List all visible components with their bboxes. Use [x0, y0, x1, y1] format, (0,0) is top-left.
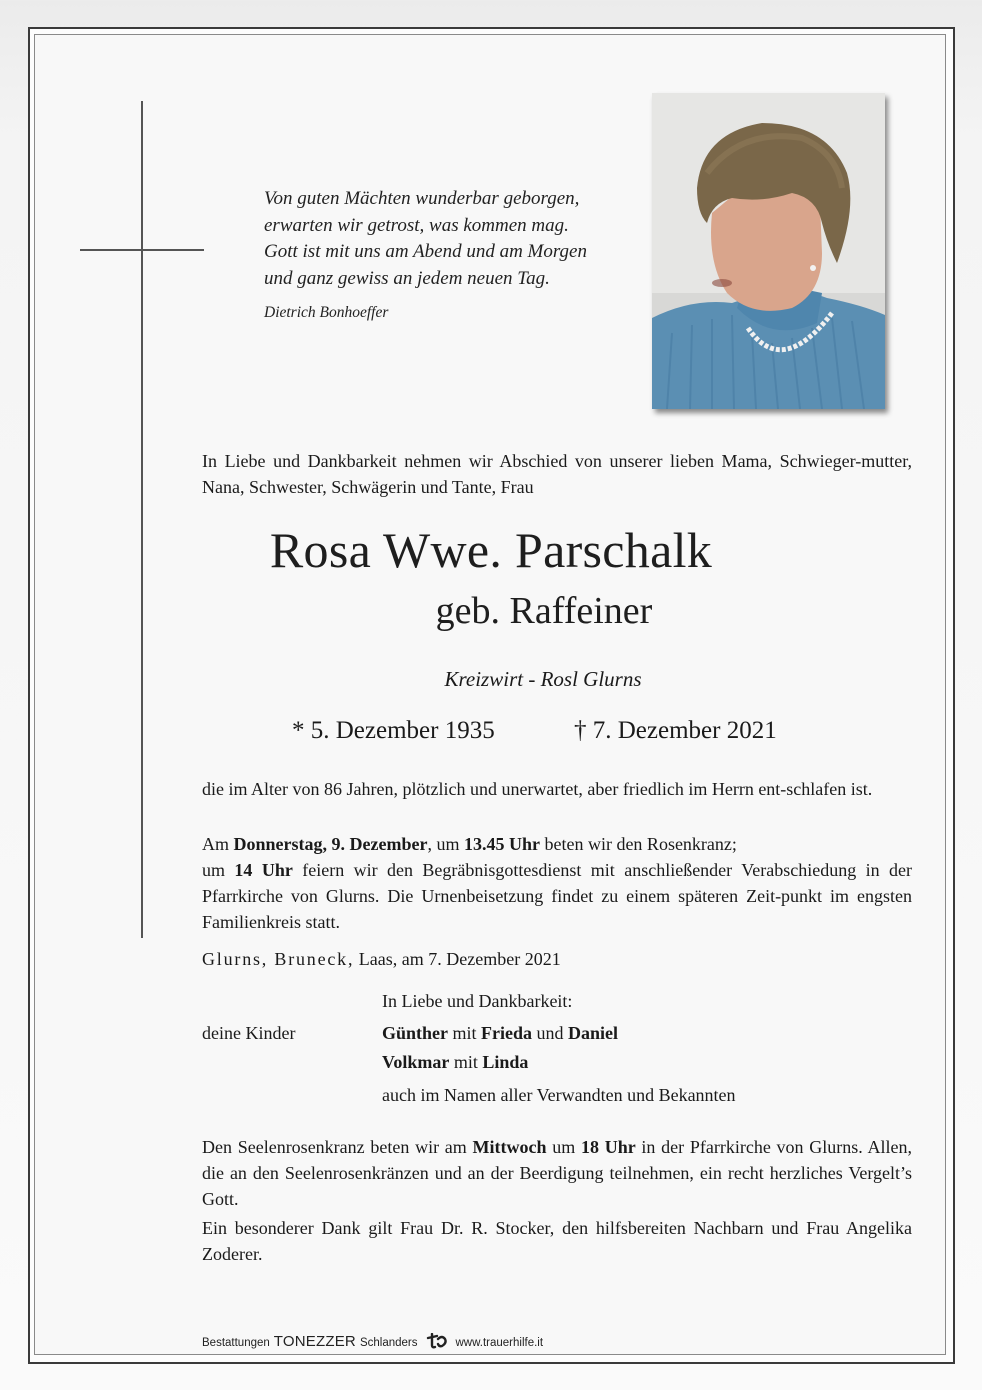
mourners-heading: In Liebe und Dankbarkeit:: [382, 991, 573, 1011]
footer-prefix: Bestattungen: [202, 1337, 270, 1349]
mourners-line: [382, 1020, 618, 1046]
text: feiern wir den Begräbnisgottesdienst mit anschließender Verabschiedung in der Pfarrkirche von Glurns. Die Urnenbeisetzung findet zu einem späteren Zeit-punkt im engsten Familienkreis statt.: [202, 860, 913, 932]
text: um: [202, 860, 235, 880]
mourner-name: Volkmar: [382, 1052, 450, 1072]
death-notice-paragraph: die im Alter von 86 Jahren, plötzlich und unerwartet, aber friedlich im Herrn ent-schlafen ist.: [202, 779, 873, 799]
mourners-line: [382, 1049, 528, 1075]
rosary-weekday: Mittwoch: [472, 1137, 547, 1157]
rosary-day: Donnerstag, 9. Dezember: [233, 834, 428, 854]
place-and-date: [202, 946, 912, 972]
poem-line: erwarten wir getrost, was kommen mag.: [264, 214, 569, 236]
portrait-photo: [652, 93, 885, 409]
mourner-name: Daniel: [568, 1023, 619, 1043]
service-time: 14 Uhr: [234, 860, 293, 880]
text: mit: [449, 1052, 483, 1072]
intro-text: In Liebe und Dankbarkeit nehmen wir Abschied von unserer lieben Mama, Schwieger-mutter, Nana, Schwester, Schwägerin und Tante, Frau: [202, 451, 912, 497]
poem-quote: [264, 186, 644, 327]
text: , um: [427, 834, 464, 854]
mourners-relatives: auch im Namen aller Verwandten und Bekannten: [382, 1085, 736, 1105]
cross-icon-horizontal: [80, 249, 204, 251]
text: beten wir den Rosenkranz;: [539, 834, 737, 854]
footer-suffix: Schlanders: [359, 1337, 418, 1349]
poem-line: Gott ist mit uns am Abend und am Morgen: [264, 241, 587, 262]
place-date-rest: Laas, am 7. Dezember 2021: [354, 949, 561, 969]
rosary-time: 13.45 Uhr: [463, 834, 540, 854]
text: Am: [202, 834, 234, 854]
footer: [202, 1330, 543, 1350]
deceased-nickname: Kreizwirt - Rosl Glurns: [444, 667, 642, 691]
special-thanks-paragraph: Ein besonderer Dank gilt Frau Dr. R. Stocker, den hilfsbereiten Nachbarn und Frau Angelika Zoderer.: [202, 1218, 912, 1264]
text: in der Pfarrkirche von Glurns. Allen, die an den Seelenrosenkränzen und an der Beerdigung teilnehmen, ein recht herzliches Vergelt’s Gott.: [202, 1137, 912, 1209]
footer-brand: TONEZZER: [273, 1333, 356, 1350]
text: Den Seelenrosenkranz beten wir am: [202, 1137, 473, 1157]
deceased-name: Rosa Wwe. Parschalk: [269, 522, 713, 578]
mourner-name: Linda: [482, 1052, 529, 1072]
rosary-hour: 18 Uhr: [580, 1137, 636, 1157]
rosary-thanks-paragraph: [202, 1134, 912, 1212]
poem-line: Von guten Mächten wunderbar geborgen,: [264, 188, 580, 209]
portrait-photo-icon: [652, 93, 885, 409]
mourner-name: Günther: [382, 1023, 449, 1043]
death-date: † 7. Dezember 2021: [574, 717, 777, 744]
mourners-label: deine Kinder: [202, 1023, 296, 1043]
text: und: [532, 1023, 569, 1043]
text: um: [546, 1137, 581, 1157]
birth-date: * 5. Dezember 1935: [292, 717, 495, 744]
mourner-name: Frieda: [481, 1023, 533, 1043]
deceased-birth-name: geb. Raffeiner: [435, 590, 653, 632]
funeral-details-paragraph: [202, 831, 912, 935]
poem-author: Dietrich Bonhoeffer: [264, 304, 389, 321]
text: mit: [448, 1023, 482, 1043]
tonezzer-logo-icon: [426, 1333, 448, 1349]
poem-line: und ganz gewiss an jedem neuen Tag.: [264, 267, 550, 289]
places: Glurns, Bruneck,: [202, 949, 355, 969]
footer-website-link[interactable]: www.trauerhilfe.it: [455, 1337, 544, 1349]
